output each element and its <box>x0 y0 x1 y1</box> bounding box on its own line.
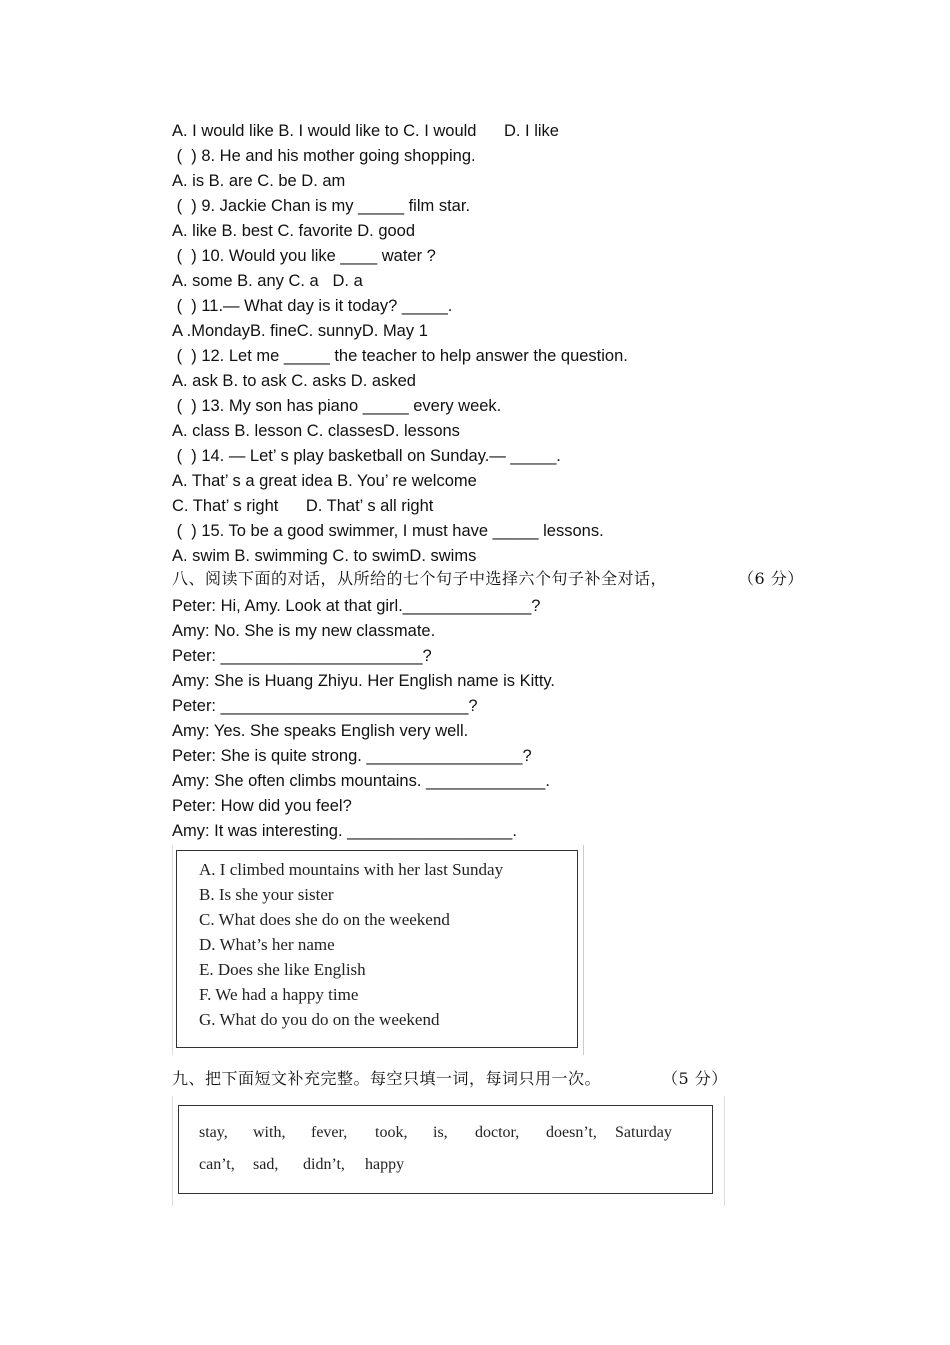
q14-options-ab: A. That’ s a great idea B. You’ re welcome <box>172 472 477 490</box>
option-d: D. What’s her name <box>199 935 335 954</box>
q13-question: ( ) 13. My son has piano _____ every week. <box>172 397 502 415</box>
word-item: took, <box>375 1124 408 1141</box>
q10-options: A. some B. any C. a D. a <box>172 272 363 290</box>
option-b: B. Is she your sister <box>199 885 334 904</box>
dialogue-line: Peter: ______________________? <box>172 647 432 665</box>
word-item: with, <box>253 1124 286 1141</box>
word-item: doctor, <box>475 1124 520 1141</box>
q9-question: ( ) 9. Jackie Chan is my _____ film star. <box>172 197 471 215</box>
q10-question: ( ) 10. Would you like ____ water ? <box>172 247 436 265</box>
q7-options: A. I would like B. I would like to C. I would D. I like <box>172 122 559 140</box>
q8-question: ( ) 8. He and his mother going shopping. <box>172 147 476 165</box>
q11-question: ( ) 11.— What day is it today? _____. <box>172 297 453 315</box>
dialogue-line: Amy: Yes. She speaks English very well. <box>172 722 469 740</box>
options-box <box>176 850 578 1048</box>
dialogue-line: Amy: No. She is my new classmate. <box>172 622 436 640</box>
dialogue-line: Amy: She often climbs mountains. _____________. <box>172 772 550 790</box>
q13-options: A. class B. lesson C. classesD. lessons <box>172 422 460 440</box>
dialogue-line: Amy: She is Huang Zhiyu. Her English name is Kitty. <box>172 672 556 690</box>
option-c: C. What does she do on the weekend <box>199 910 450 929</box>
word-item: sad, <box>253 1156 279 1173</box>
word-item: can’t, <box>199 1156 235 1173</box>
q12-options: A. ask B. to ask C. asks D. asked <box>172 372 416 390</box>
q14-question: ( ) 14. — Let’ s play basketball on Sunday.— _____. <box>172 447 561 465</box>
dialogue-line: Peter: Hi, Amy. Look at that girl.______________? <box>172 597 541 615</box>
q12-question: ( ) 12. Let me _____ the teacher to help answer the question. <box>172 347 628 365</box>
word-item: happy <box>365 1156 405 1173</box>
q8-options: A. is B. are C. be D. am <box>172 172 346 190</box>
word-item: doesn’t, <box>546 1124 597 1141</box>
q11-options: A .MondayB. fineC. sunnyD. May 1 <box>172 322 428 340</box>
q15-question: ( ) 15. To be a good swimmer, I must have _____ lessons. <box>172 522 604 540</box>
q14-options-cd: C. That’ s right D. That’ s all right <box>172 497 434 515</box>
word-bank-box <box>178 1105 713 1194</box>
word-item: stay, <box>199 1124 228 1141</box>
option-f: F. We had a happy time <box>199 985 359 1004</box>
option-e: E. Does she like English <box>199 960 366 979</box>
section9-score: （5 分） <box>662 1069 728 1088</box>
word-item: didn’t, <box>303 1156 345 1173</box>
option-a: A. I climbed mountains with her last Sunday <box>199 860 504 879</box>
dialogue-line: Peter: She is quite strong. _________________? <box>172 747 532 765</box>
option-g: G. What do you do on the weekend <box>199 1010 440 1029</box>
word-item: is, <box>433 1124 448 1141</box>
section8-heading: 八、阅读下面的对话，从所给的七个句子中选择六个句子补全对话， <box>172 569 668 588</box>
q15-options: A. swim B. swimming C. to swimD. swims <box>172 547 477 565</box>
q9-options: A. like B. best C. favorite D. good <box>172 222 416 240</box>
dialogue-line: Amy: It was interesting. __________________. <box>172 822 517 840</box>
dialogue-line: Peter: How did you feel? <box>172 797 352 815</box>
word-item: fever, <box>311 1124 348 1141</box>
section9-heading: 九、把下面短文补充完整。每空只填一词，每词只用一次。 <box>172 1069 602 1088</box>
section8-score: （6 分） <box>738 569 804 588</box>
word-item: Saturday <box>615 1124 672 1141</box>
dialogue-line: Peter: ___________________________? <box>172 697 478 715</box>
